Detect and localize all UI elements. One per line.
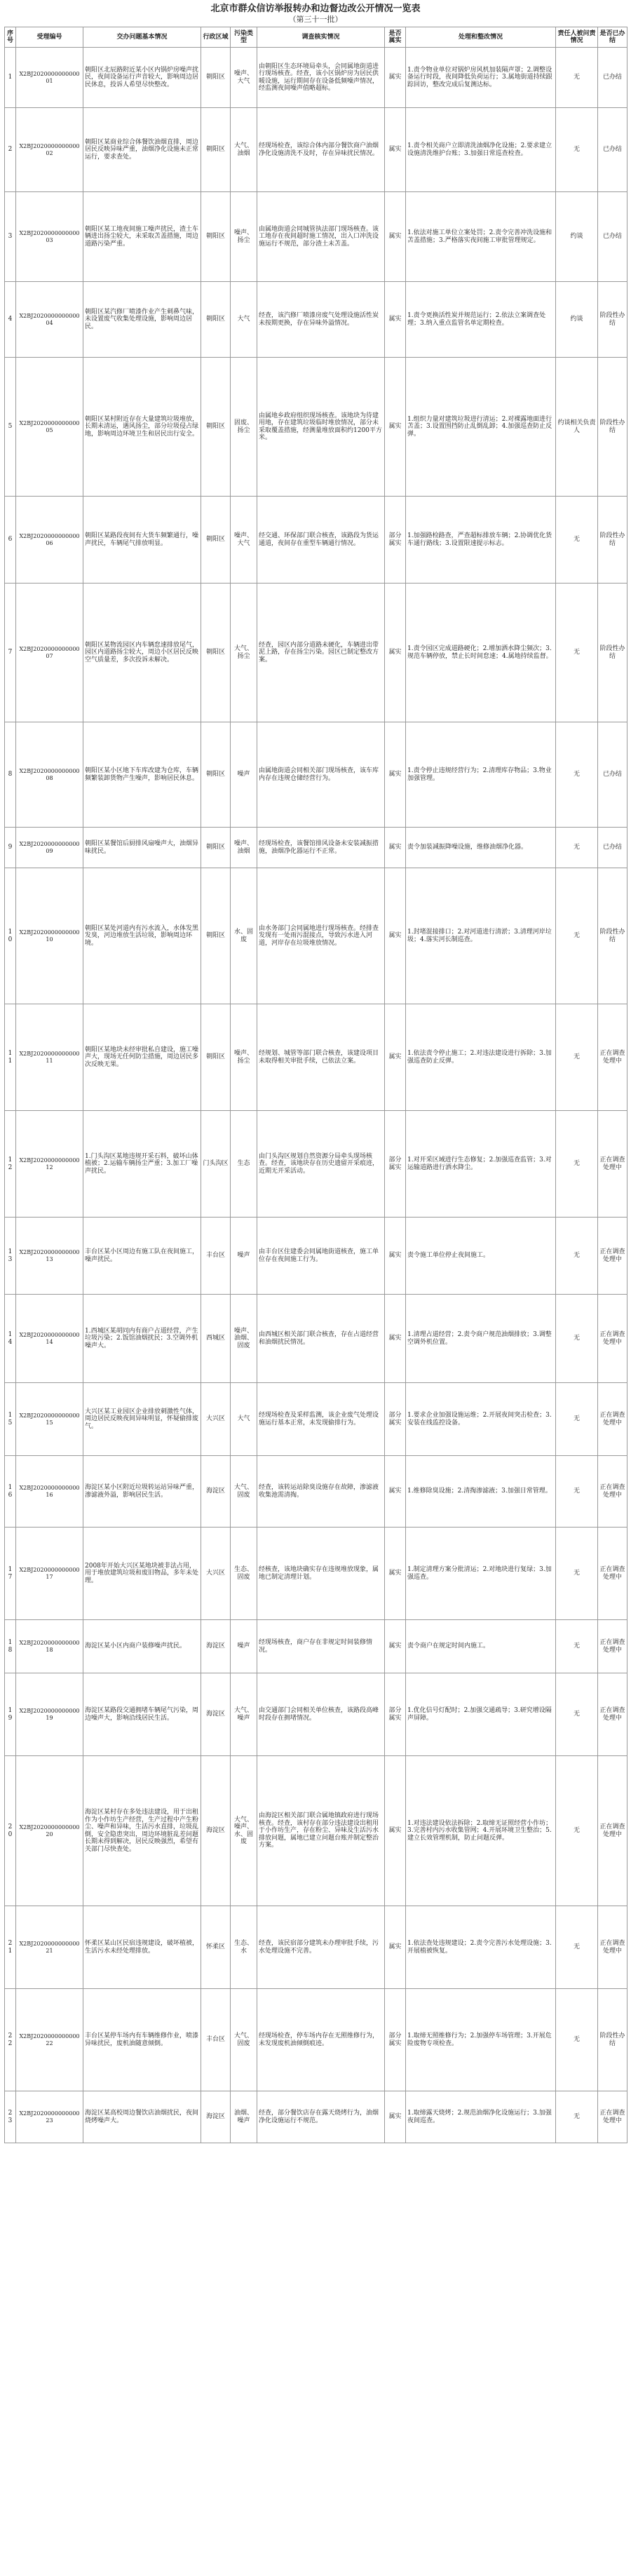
row-pollution-type: 大气、油烟 [231, 108, 257, 192]
row-receipt-id: X2BJ202000000000003 [16, 192, 83, 282]
row-number: 3 [5, 192, 16, 282]
row-accountability: 无 [556, 1620, 598, 1673]
row-accountability: 约谈 [556, 282, 598, 358]
row-factual: 属实 [385, 1906, 406, 1989]
table-row [5, 1673, 627, 1756]
row-district: 西城区 [201, 1295, 231, 1383]
row-accountability: 无 [556, 1906, 598, 1989]
row-completed: 阶段性办结 [598, 584, 627, 722]
row-completed: 正在调查处理中 [598, 1111, 627, 1218]
row-pollution-type: 大气、噪声 [231, 1673, 257, 1756]
row-pollution-type: 噪声 [231, 1218, 257, 1295]
row-description: 朝阳区某路段夜间有大货车频繁通行，噪声扰民，车辆尾气排放明显。 [83, 497, 201, 584]
row-number: 18 [5, 1620, 16, 1673]
table-row [5, 1456, 627, 1528]
row-measures: 1.取缔露天烧烤；2.规范油烟净化设施运行；3.加强夜间巡查。 [406, 2091, 556, 2143]
row-investigation: 经现场检查，该综合体内部分餐饮商户油烟净化设施清洗不及时，存在异味扰民情况。 [257, 108, 385, 192]
row-pollution-type: 噪声、大气 [231, 48, 257, 108]
row-completed: 已办结 [598, 192, 627, 282]
column-header-accountability: 责任人被问责情况 [556, 27, 598, 48]
row-number: 10 [5, 868, 16, 1004]
row-accountability: 无 [556, 828, 598, 868]
row-number: 9 [5, 828, 16, 868]
row-investigation: 经现场检查及采样监测，该企业废气处理设施运行基本正常，未发现偷排行为。 [257, 1383, 385, 1456]
row-receipt-id: X2BJ202000000000023 [16, 2091, 83, 2143]
row-description: 海淀区某村存在多处违法建设，用于出租作为小作坊生产经营，生产过程中产生粉尘、噪声和异味，生活污水直排，垃圾乱倒，安全隐患突出，周边环境脏乱差问题长期未得到解决，居民反映强烈，希望有关部门尽快查处。 [83, 1756, 201, 1906]
row-investigation: 经查，该转运站除臭设施存在故障，渗滤液收集池需清掏。 [257, 1456, 385, 1528]
table-row [5, 1295, 627, 1383]
row-investigation: 由属地街道会同相关部门现场核查，该车库内存在违规仓储经营行为。 [257, 722, 385, 828]
row-district: 丰台区 [201, 1989, 231, 2091]
column-header-description: 交办问题基本情况 [83, 27, 201, 48]
row-number: 23 [5, 2091, 16, 2143]
row-description: 2008年开始大兴区某地块被非法占用，用于堆放建筑垃圾和废旧物品，多年未处理。 [83, 1528, 201, 1620]
row-number: 11 [5, 1004, 16, 1111]
row-description: 朝阳区某地块未经审批私自建设，施工噪声大，现场无任何防尘措施，周边居民多次反映无果。 [83, 1004, 201, 1111]
row-description: 海淀区某小区附近垃圾转运站异味严重，渗滤液外溢，影响居民生活。 [83, 1456, 201, 1528]
row-number: 4 [5, 282, 16, 358]
table-header-row [5, 27, 627, 48]
row-factual: 属实 [385, 1528, 406, 1620]
column-header-investigation: 调查核实情况 [257, 27, 385, 48]
row-factual: 部分属实 [385, 1989, 406, 2091]
row-description: 朝阳区某汽修厂喷漆作业产生刺鼻气味，未设置废气收集处理设施，影响周边居民。 [83, 282, 201, 358]
table-row [5, 48, 627, 108]
row-completed: 正在调查处理中 [598, 1756, 627, 1906]
row-investigation: 经核查，该地块确实存在违规堆放现象，属地已制定清理计划。 [257, 1528, 385, 1620]
row-description: 朝阳区某小区地下车库改建为仓库，车辆频繁装卸货物产生噪声，影响居民休息。 [83, 722, 201, 828]
row-description: 海淀区某小区内商户装修噪声扰民。 [83, 1620, 201, 1673]
row-completed: 已办结 [598, 722, 627, 828]
row-factual: 属实 [385, 722, 406, 828]
row-factual: 属实 [385, 584, 406, 722]
row-district: 朝阳区 [201, 584, 231, 722]
row-completed: 阶段性办结 [598, 358, 627, 497]
row-description: 朝阳区某处河道内有污水流入，水体发黑发臭，河边堆放生活垃圾，影响周边环境。 [83, 868, 201, 1004]
row-receipt-id: X2BJ202000000000006 [16, 497, 83, 584]
row-pollution-type: 大气 [231, 282, 257, 358]
row-investigation: 由西城区相关部门联合核查，存在占道经营和油烟扰民情况。 [257, 1295, 385, 1383]
row-district: 海淀区 [201, 1673, 231, 1756]
row-district: 海淀区 [201, 2091, 231, 2143]
row-measures: 1.要求企业加强设施运维；2.开展夜间突击检查；3.安装在线监控设备。 [406, 1383, 556, 1456]
table-row [5, 2091, 627, 2143]
row-description: 朝阳区某餐馆后厨排风扇噪声大，油烟异味扰民。 [83, 828, 201, 868]
table-row [5, 1218, 627, 1295]
column-header-no: 序号 [5, 27, 16, 48]
row-measures: 责令施工单位停止夜间施工。 [406, 1218, 556, 1295]
row-receipt-id: X2BJ202000000000017 [16, 1528, 83, 1620]
column-header-factual: 是否属实 [385, 27, 406, 48]
row-number: 22 [5, 1989, 16, 2091]
table-row [5, 192, 627, 282]
row-measures: 1.取缔无照维修行为；2.加强停车场管理；3.开展危险废物专项检查。 [406, 1989, 556, 2091]
row-number: 14 [5, 1295, 16, 1383]
table-row [5, 1004, 627, 1111]
table-row [5, 1989, 627, 2091]
row-completed: 正在调查处理中 [598, 1004, 627, 1111]
row-district: 朝阳区 [201, 108, 231, 192]
row-pollution-type: 油烟、噪声 [231, 2091, 257, 2143]
row-investigation: 经查，园区内部分道路未硬化，车辆进出带泥上路，存在扬尘污染。园区已制定整改方案。 [257, 584, 385, 722]
row-investigation: 由属地乡政府组织现场核查。该地块为待建用地，存在建筑垃圾临时堆放情况，部分未采取覆盖措施，经测量堆放面积约1200平方米。 [257, 358, 385, 497]
table-row [5, 584, 627, 722]
row-receipt-id: X2BJ202000000000020 [16, 1756, 83, 1906]
row-completed: 正在调查处理中 [598, 1620, 627, 1673]
column-header-id: 受理编号 [16, 27, 83, 48]
row-measures: 1.责令相关商户立即清洗油烟净化设施；2.要求建立设施清洗维护台账；3.加强日常巡查检查。 [406, 108, 556, 192]
row-district: 朝阳区 [201, 1004, 231, 1111]
row-pollution-type: 大气、固废 [231, 1456, 257, 1528]
row-completed: 正在调查处理中 [598, 1218, 627, 1295]
row-district: 朝阳区 [201, 192, 231, 282]
row-receipt-id: X2BJ202000000000009 [16, 828, 83, 868]
row-pollution-type: 噪声 [231, 1620, 257, 1673]
table-row [5, 1111, 627, 1218]
row-investigation: 由门头沟区规划自然资源分局牵头现场核查。经查，该地块存在历史遗留开采痕迹，近期无开采活动。 [257, 1111, 385, 1218]
row-district: 海淀区 [201, 1620, 231, 1673]
row-factual: 属实 [385, 358, 406, 497]
row-district: 门头沟区 [201, 1111, 231, 1218]
row-pollution-type: 大气、固废 [231, 1989, 257, 2091]
table-row [5, 1528, 627, 1620]
petition-table [4, 27, 627, 2143]
table-row [5, 828, 627, 868]
row-factual: 属实 [385, 48, 406, 108]
row-measures: 1.制定清理方案分批清运；2.对地块进行复绿；3.加强巡查。 [406, 1528, 556, 1620]
row-investigation: 由属地街道会同城管执法部门现场核查。该工地存在夜间超时施工情况，出入口冲洗设施运行不规范，部分渣土未苫盖。 [257, 192, 385, 282]
row-pollution-type: 大气、扬尘 [231, 584, 257, 722]
row-receipt-id: X2BJ202000000000012 [16, 1111, 83, 1218]
table-row [5, 358, 627, 497]
row-measures: 1.对违法建设依法拆除；2.取缔无证照经营小作坊；3.完善村内污水收集管网；4.开展环境卫生整治；5.建立长效管理机制，防止问题反弹。 [406, 1756, 556, 1906]
row-number: 21 [5, 1906, 16, 1989]
row-accountability: 无 [556, 1756, 598, 1906]
row-district: 丰台区 [201, 1218, 231, 1295]
row-receipt-id: X2BJ202000000000010 [16, 868, 83, 1004]
row-measures: 1.对开采区域进行生态修复；2.加强巡查监管；3.对运输道路进行洒水降尘。 [406, 1111, 556, 1218]
row-investigation: 由水务部门会同属地进行现场核查。经排查发现有一处雨污混接点，导致污水进入河道，河岸存在垃圾堆放情况。 [257, 868, 385, 1004]
row-description: 朝阳区某村附近存在大量建筑垃圾堆放，长期未清运，遇风扬尘，部分垃圾侵占绿地，影响周边环境卫生和居民出行安全。 [83, 358, 201, 497]
row-receipt-id: X2BJ202000000000022 [16, 1989, 83, 2091]
row-description: 丰台区某小区周边有施工队在夜间施工，噪声扰民。 [83, 1218, 201, 1295]
row-completed: 正在调查处理中 [598, 1295, 627, 1383]
row-pollution-type: 生态、固废 [231, 1528, 257, 1620]
row-receipt-id: X2BJ202000000000008 [16, 722, 83, 828]
row-receipt-id: X2BJ202000000000013 [16, 1218, 83, 1295]
row-factual: 属实 [385, 2091, 406, 2143]
row-accountability: 无 [556, 1383, 598, 1456]
row-number: 15 [5, 1383, 16, 1456]
row-receipt-id: X2BJ202000000000005 [16, 358, 83, 497]
row-accountability: 无 [556, 722, 598, 828]
row-district: 朝阳区 [201, 282, 231, 358]
row-investigation: 经查，该民宿部分建筑未办理审批手续，污水处理设施不完善。 [257, 1906, 385, 1989]
table-row [5, 868, 627, 1004]
row-receipt-id: X2BJ202000000000002 [16, 108, 83, 192]
row-number: 2 [5, 108, 16, 192]
document-subtitle: （第三十一批） [288, 15, 343, 24]
row-factual: 属实 [385, 1456, 406, 1528]
row-measures: 责令商户在规定时间内施工。 [406, 1620, 556, 1673]
row-factual: 属实 [385, 282, 406, 358]
table-row [5, 1383, 627, 1456]
table-row [5, 1906, 627, 1989]
row-description: 朝阳区某工地夜间施工噪声扰民，渣土车辆进出扬尘较大，未采取苫盖措施，周边道路污染严重。 [83, 192, 201, 282]
row-description: 朝阳区北辰路附近某小区内锅炉房噪声扰民，夜间设备运行声音较大，影响周边居民休息，投诉人希望尽快整改。 [83, 48, 201, 108]
row-pollution-type: 生态、水 [231, 1906, 257, 1989]
row-description: 1.西城区某胡同内有商户占道经营，产生垃圾污染；2.饭馆油烟扰民；3.空调外机噪声大。 [83, 1295, 201, 1383]
row-district: 朝阳区 [201, 497, 231, 584]
row-completed: 阶段性办结 [598, 868, 627, 1004]
row-measures: 1.依法责令停止施工；2.对违法建设进行拆除；3.加强巡查防止反弹。 [406, 1004, 556, 1111]
row-investigation: 经现场核查，商户存在非规定时间装修情况。 [257, 1620, 385, 1673]
row-factual: 属实 [385, 108, 406, 192]
row-number: 13 [5, 1218, 16, 1295]
table-row [5, 108, 627, 192]
row-investigation: 经现场检查，停车场内存在无照维修行为，未发现废机油倾倒痕迹。 [257, 1989, 385, 2091]
row-measures: 1.清理占道经营；2.责令商户规范油烟排放；3.调整空调外机位置。 [406, 1295, 556, 1383]
row-number: 5 [5, 358, 16, 497]
row-investigation: 由交通部门会同相关单位核查，该路段高峰时段存在拥堵情况。 [257, 1673, 385, 1756]
row-completed: 正在调查处理中 [598, 1906, 627, 1989]
row-factual: 属实 [385, 1004, 406, 1111]
row-description: 丰台区某停车场内有车辆维修作业，喷漆异味扰民，废机油随意倾倒。 [83, 1989, 201, 2091]
row-pollution-type: 生态 [231, 1111, 257, 1218]
row-accountability: 无 [556, 1989, 598, 2091]
row-description: 朝阳区某商业综合体餐饮油烟直排，周边居民反映异味严重，油烟净化设施未正常运行，要求查处。 [83, 108, 201, 192]
row-pollution-type: 噪声、油烟、固废 [231, 1295, 257, 1383]
row-number: 16 [5, 1456, 16, 1528]
row-receipt-id: X2BJ202000000000016 [16, 1456, 83, 1528]
row-completed: 正在调查处理中 [598, 1528, 627, 1620]
row-district: 海淀区 [201, 1756, 231, 1906]
row-measures: 责令加装减振降噪设施，维修油烟净化器。 [406, 828, 556, 868]
table-row [5, 497, 627, 584]
row-accountability: 无 [556, 1295, 598, 1383]
row-pollution-type: 大气、噪声、水、固废 [231, 1756, 257, 1906]
row-description: 海淀区某路段交通拥堵车辆尾气污染，周边噪声大，影响沿线居民生活。 [83, 1673, 201, 1756]
row-accountability: 无 [556, 1004, 598, 1111]
row-pollution-type: 噪声 [231, 722, 257, 828]
row-accountability: 无 [556, 1218, 598, 1295]
row-accountability: 无 [556, 868, 598, 1004]
row-investigation: 由朝阳区生态环境局牵头，会同属地街道进行现场核查。经查，该小区锅炉房为居民供暖设施，运行期间存在设备低频噪声情况，经监测夜间噪声值略超标。 [257, 48, 385, 108]
row-factual: 属实 [385, 1620, 406, 1673]
row-description: 1.门头沟区某地违规开采石料，破坏山体植被；2.运输车辆扬尘严重；3.加工厂噪声扰民。 [83, 1111, 201, 1218]
row-description: 朝阳区某物流园区内车辆怠速排放尾气，园区内道路扬尘较大，周边小区居民反映空气质量差，多次投诉未解决。 [83, 584, 201, 722]
row-completed: 正在调查处理中 [598, 2091, 627, 2143]
row-receipt-id: X2BJ202000000000007 [16, 584, 83, 722]
row-receipt-id: X2BJ202000000000019 [16, 1673, 83, 1756]
row-factual: 属实 [385, 1218, 406, 1295]
row-accountability: 无 [556, 1673, 598, 1756]
row-receipt-id: X2BJ202000000000004 [16, 282, 83, 358]
row-completed: 阶段性办结 [598, 497, 627, 584]
row-factual: 属实 [385, 192, 406, 282]
row-district: 海淀区 [201, 1456, 231, 1528]
row-receipt-id: X2BJ202000000000018 [16, 1620, 83, 1673]
row-accountability: 无 [556, 2091, 598, 2143]
row-measures: 1.依法查处违规建设；2.责令完善污水处理设施；3.开展植被恢复。 [406, 1906, 556, 1989]
row-accountability: 无 [556, 1528, 598, 1620]
row-pollution-type: 噪声、扬尘 [231, 192, 257, 282]
row-accountability: 无 [556, 48, 598, 108]
row-measures: 1.维修除臭设施；2.清掏渗滤液；3.加强日常管理。 [406, 1456, 556, 1528]
table-row [5, 1756, 627, 1906]
row-description: 大兴区某工业园区企业排放刺激性气体，周边居民反映夜间异味明显，怀疑偷排废气。 [83, 1383, 201, 1456]
row-receipt-id: X2BJ202000000000021 [16, 1906, 83, 1989]
row-measures: 1.责令园区完成道路硬化；2.增加洒水降尘频次；3.规范车辆停放，禁止长时间怠速；4.属地持续监督。 [406, 584, 556, 722]
row-district: 怀柔区 [201, 1906, 231, 1989]
column-header-measures: 处理和整改情况 [406, 27, 556, 48]
row-accountability: 无 [556, 1111, 598, 1218]
row-accountability: 无 [556, 584, 598, 722]
row-investigation: 经交通、环保部门联合核查，该路段为货运通道，夜间存在重型车辆通行情况。 [257, 497, 385, 584]
row-measures: 1.责令更换活性炭并规范运行；2.依法立案调查处理；3.纳入重点监管名单定期检查。 [406, 282, 556, 358]
row-number: 20 [5, 1756, 16, 1906]
row-investigation: 由丰台区住建委会同属地街道核查，施工单位存在夜间施工行为。 [257, 1218, 385, 1295]
row-completed: 已办结 [598, 48, 627, 108]
row-district: 大兴区 [201, 1528, 231, 1620]
row-number: 12 [5, 1111, 16, 1218]
table-row [5, 282, 627, 358]
row-completed: 已办结 [598, 828, 627, 868]
row-pollution-type: 噪声、大气 [231, 497, 257, 584]
row-completed: 阶段性办结 [598, 1989, 627, 2091]
row-investigation: 经规划、城管等部门联合核查，该建设项目未取得相关审批手续，已依法立案。 [257, 1004, 385, 1111]
row-measures: 1.加强路检路查，严查超标排放车辆；2.协调优化货车通行路线；3.设置限速提示标志。 [406, 497, 556, 584]
row-receipt-id: X2BJ202000000000001 [16, 48, 83, 108]
row-investigation: 经现场检查，该餐馆排风设备未安装减振措施，油烟净化器运行不正常。 [257, 828, 385, 868]
row-factual: 部分属实 [385, 1673, 406, 1756]
row-pollution-type: 水、固废 [231, 868, 257, 1004]
row-factual: 属实 [385, 868, 406, 1004]
row-accountability: 约谈相关负责人 [556, 358, 598, 497]
row-number: 7 [5, 584, 16, 722]
row-factual: 部分属实 [385, 497, 406, 584]
row-pollution-type: 噪声、油烟 [231, 828, 257, 868]
row-completed: 正在调查处理中 [598, 1673, 627, 1756]
document-title: 北京市群众信访举报转办和边督边改公开情况一览表 [210, 4, 421, 14]
column-header-completed: 是否已办结 [598, 27, 627, 48]
row-number: 17 [5, 1528, 16, 1620]
row-district: 朝阳区 [201, 828, 231, 868]
row-description: 海淀区某高校周边餐饮店油烟扰民，夜间烧烤噪声大。 [83, 2091, 201, 2143]
row-completed: 正在调查处理中 [598, 1456, 627, 1528]
row-measures: 1.责令停止违规经营行为；2.清理库存物品；3.物业加强管理。 [406, 722, 556, 828]
row-factual: 属实 [385, 828, 406, 868]
row-measures: 1.责令物业单位对锅炉房风机加装隔声罩；2.调整设备运行时段，夜间降低负荷运行；3.属地街道持续跟踪回访，整改完成后复测达标。 [406, 48, 556, 108]
table-row [5, 1620, 627, 1673]
row-number: 1 [5, 48, 16, 108]
row-number: 19 [5, 1673, 16, 1756]
row-number: 8 [5, 722, 16, 828]
column-header-pollution-type: 污染类型 [231, 27, 257, 48]
row-measures: 1.封堵混接排口；2.对河道进行清淤；3.清理河岸垃圾；4.落实河长制巡查。 [406, 868, 556, 1004]
row-completed: 正在调查处理中 [598, 1383, 627, 1456]
row-accountability: 无 [556, 108, 598, 192]
row-receipt-id: X2BJ202000000000014 [16, 1295, 83, 1383]
row-completed: 阶段性办结 [598, 282, 627, 358]
row-factual: 部分属实 [385, 1111, 406, 1218]
row-measures: 1.优化信号灯配时；2.加强交通疏导；3.研究增设隔声屏障。 [406, 1673, 556, 1756]
row-district: 朝阳区 [201, 48, 231, 108]
row-factual: 属实 [385, 1295, 406, 1383]
row-measures: 1.组织力量对建筑垃圾进行清运；2.对裸露地面进行苫盖；3.设置围挡防止乱倒乱卸；4.加强巡查防止反弹。 [406, 358, 556, 497]
row-accountability: 无 [556, 497, 598, 584]
row-pollution-type: 大气 [231, 1383, 257, 1456]
table-row [5, 722, 627, 828]
column-header-district: 行政区域 [201, 27, 231, 48]
row-district: 朝阳区 [201, 358, 231, 497]
row-receipt-id: X2BJ202000000000011 [16, 1004, 83, 1111]
row-accountability: 约谈 [556, 192, 598, 282]
row-pollution-type: 噪声、扬尘 [231, 1004, 257, 1111]
row-factual: 部分属实 [385, 1383, 406, 1456]
row-investigation: 经查，部分餐饮店存在露天烧烤行为，油烟净化设施运行不规范。 [257, 2091, 385, 2143]
row-completed: 已办结 [598, 108, 627, 192]
row-investigation: 经查，该汽修厂喷漆房废气处理设施活性炭未按期更换，存在异味外溢情况。 [257, 282, 385, 358]
row-pollution-type: 固废、扬尘 [231, 358, 257, 497]
row-receipt-id: X2BJ202000000000015 [16, 1383, 83, 1456]
row-district: 朝阳区 [201, 722, 231, 828]
row-number: 6 [5, 497, 16, 584]
row-investigation: 由海淀区相关部门联合属地镇政府进行现场核查。经查，该村存在部分违法建设出租用于小作坊生产，存在粉尘、异味及生活污水排放问题，属地已建立问题台账并制定整治方案。 [257, 1756, 385, 1906]
table-body [5, 48, 627, 2143]
row-measures: 1.依法对施工单位立案处罚；2.责令完善冲洗设施和苫盖措施；3.严格落实夜间施工审批管理规定。 [406, 192, 556, 282]
row-description: 怀柔区某山区民宿违规建设，破坏植被，生活污水未经处理排放。 [83, 1906, 201, 1989]
row-factual: 属实 [385, 1756, 406, 1906]
row-district: 大兴区 [201, 1383, 231, 1456]
row-district: 朝阳区 [201, 868, 231, 1004]
row-accountability: 无 [556, 1456, 598, 1528]
